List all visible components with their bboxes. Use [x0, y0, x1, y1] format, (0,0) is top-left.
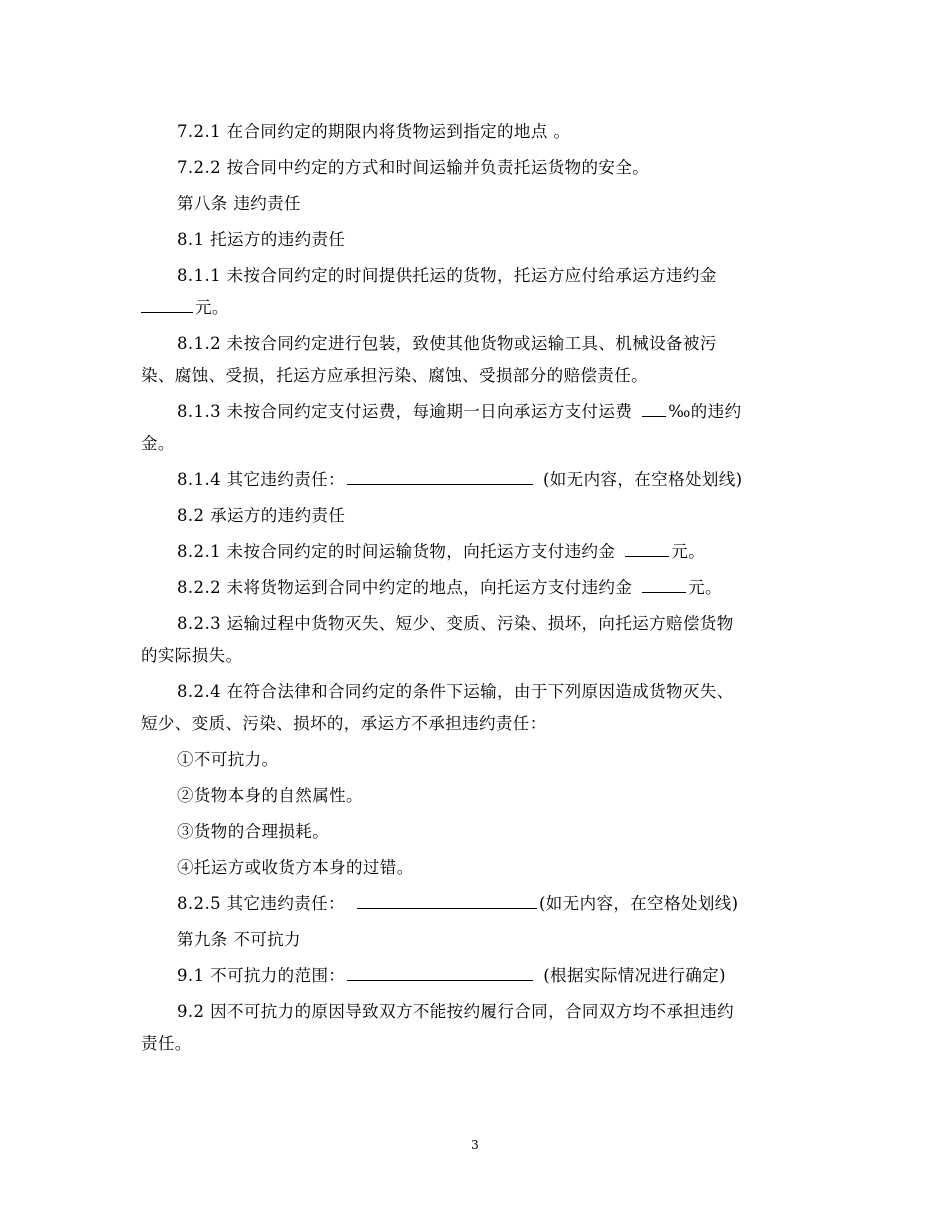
clause-8-1-2-continued: 染、腐蚀、受损，托运方应承担污染、腐蚀、受损部分的赔偿责任。	[141, 366, 648, 385]
clause-8-1: 8.1 托运方的违约责任	[177, 230, 346, 249]
carrier-other-liability-blank	[357, 890, 537, 909]
clause-8-2-5: 8.2.5 其它违约责任： (如无内容，在空格处划线)	[141, 888, 801, 920]
exemption-item-4: ④托运方或收货方本身的过错。	[177, 858, 414, 877]
clause-8-1-4: 8.1.4 其它违约责任： (如无内容，在空格处划线)	[141, 464, 801, 496]
clause-8-2-4: 8.2.4 在符合法律和合同约定的条件下运输，由于下列原因造成货物灭失、	[177, 682, 734, 701]
penalty-amount-blank	[141, 294, 193, 313]
clause-8-1-2: 8.1.2 未按合同约定进行包装，致使其他货物或运输工具、机械设备被污	[177, 334, 717, 353]
other-liability-blank	[347, 466, 533, 485]
carrier-penalty-blank-2	[642, 574, 686, 593]
exemption-item-3: ③货物的合理损耗。	[177, 822, 330, 841]
clause-8-1-3-continued: 金。	[141, 434, 175, 453]
clause-8-2-4-continued: 短少、变质、污染、损坏的，承运方不承担违约责任：	[141, 714, 547, 733]
clause-9-1: 9.1 不可抗力的范围： (根据实际情况进行确定)	[141, 960, 801, 992]
permille-rate-blank	[642, 398, 666, 417]
article-8-heading: 第八条 违约责任	[177, 194, 301, 213]
clause-8-2-1: 8.2.1 未按合同约定的时间运输货物，向托运方支付违约金 元。	[141, 536, 801, 568]
page-number: 3	[471, 1138, 479, 1152]
clause-8-2-2: 8.2.2 未将货物运到合同中约定的地点，向托运方支付违约金 元。	[141, 572, 801, 604]
carrier-penalty-blank-1	[625, 538, 669, 557]
clause-8-2-3: 8.2.3 运输过程中货物灭失、短少、变质、污染、损坏，向托运方赔偿货物	[177, 614, 734, 633]
exemption-item-1: ①不可抗力。	[177, 750, 279, 769]
force-majeure-scope-blank	[347, 962, 533, 981]
clause-8-2: 8.2 承运方的违约责任	[177, 506, 346, 525]
clause-9-2-continued: 责任。	[141, 1034, 192, 1053]
exemption-item-2: ②货物本身的自然属性。	[177, 786, 363, 805]
clause-8-1-3: 8.1.3 未按合同约定支付运费，每逾期一日向承运方支付运费 ‰的违约	[141, 396, 801, 428]
clause-7-2-2: 7.2.2 按合同中约定的方式和时间运输并负责托运货物的安全。	[177, 158, 650, 177]
clause-9-2: 9.2 因不可抗力的原因导致双方不能按约履行合同，合同双方均不承担违约	[177, 1002, 734, 1021]
article-9-heading: 第九条 不可抗力	[177, 930, 301, 949]
clause-8-1-1-continued: 元。	[141, 292, 801, 324]
clause-8-1-1: 8.1.1 未按合同约定的时间提供托运的货物，托运方应付给承运方违约金	[177, 266, 717, 285]
document-body	[141, 116, 801, 1060]
clause-7-2-1: 7.2.1 在合同约定的期限内将货物运到指定的地点 。	[177, 122, 571, 141]
clause-8-2-3-continued: 的实际损失。	[141, 646, 243, 665]
